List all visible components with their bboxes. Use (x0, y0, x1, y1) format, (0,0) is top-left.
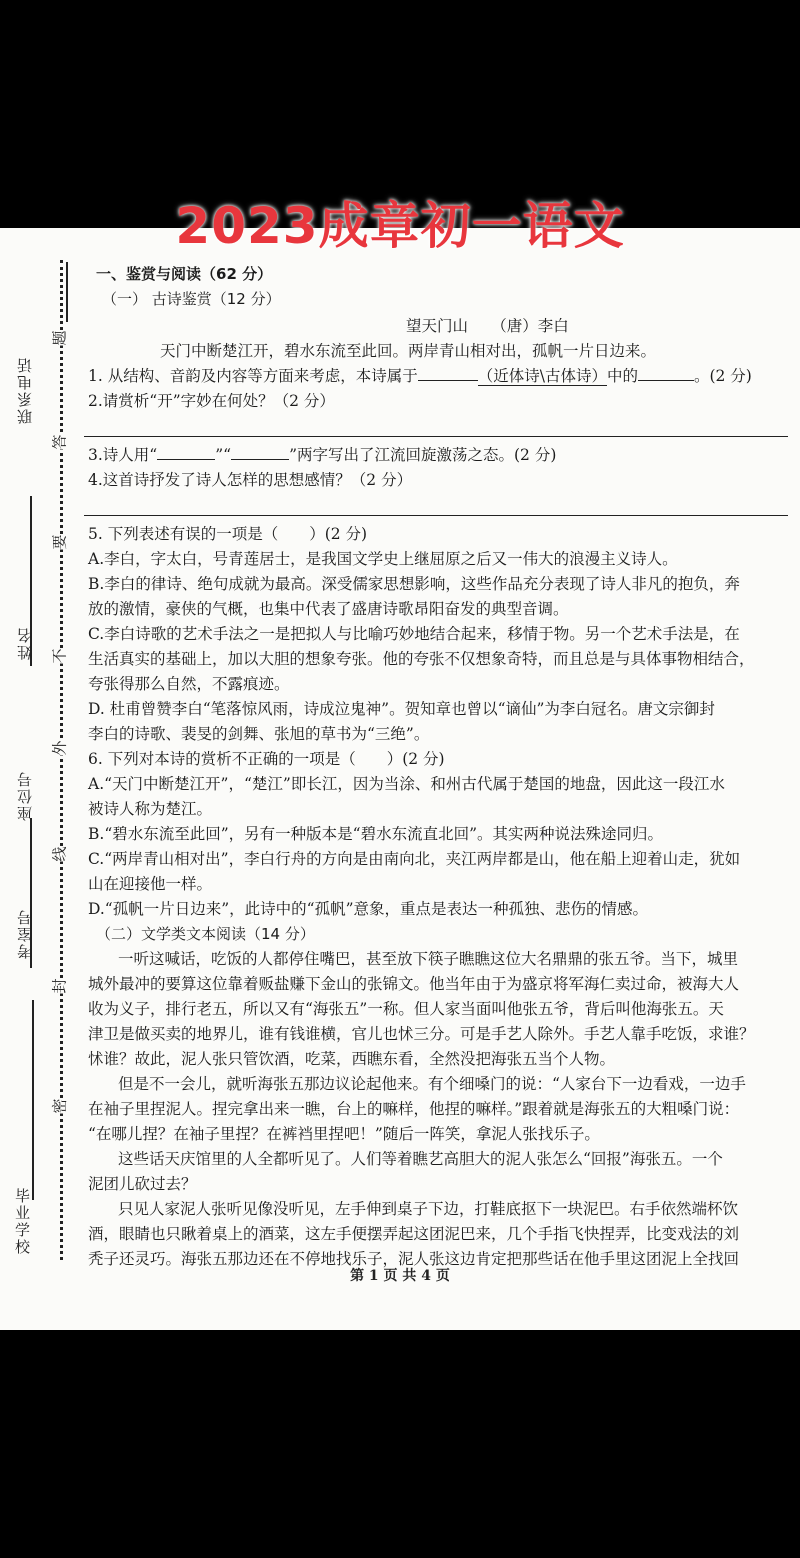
passage-line: 收为义子，排行老五，所以又有“海张五”一称。但人家当面叫他张五爷，背后叫他海张五。天 (88, 1000, 724, 1018)
question-5-stem: 5. 下列表述有误的一项是（ ）(2 分) (88, 525, 368, 543)
question-2: 2.请赏析“开”字妙在何处？（2 分） (88, 392, 335, 410)
q3-mid: ”“ (215, 446, 232, 464)
field-label-name: 姓名 (16, 626, 34, 660)
rule-line (32, 1000, 34, 1200)
q5-option-c-cont: 生活真实的基础上，加以大胆的想象夸张。他的夸张不仅想象奇特，而且总是与具体事物相结合， (88, 650, 755, 668)
seal-char: 要 (50, 534, 69, 550)
q3-prefix: 3.诗人用“ (88, 446, 158, 464)
passage-line: 津卫是做买卖的地界儿，谁有钱谁横，官儿也怵三分。可是手艺人除外。手艺人靠手吃饭，求谁？ (88, 1025, 755, 1043)
passage-line: 在袖子里捏泥人。捏完拿出来一瞧，台上的嘛样，他捏的嘛样。”跟着就是海张五的大粗嗓门说： (88, 1100, 740, 1118)
q1-prefix: 1. 从结构、音韵及内容等方面来考虑，本诗属于 (88, 367, 418, 385)
question-1 (88, 364, 788, 389)
q6-option-c: C.“两岸青山相对出”，李白行舟的方向是由南向北，夹江两岸都是山，他在船上迎着山走，犹如 (88, 850, 741, 868)
q6-option-d: D.“孤帆一片日边来”，此诗中的“孤帆”意象，重点是表达一种孤独、悲伤的情感。 (88, 900, 649, 918)
seal-char: 线 (50, 846, 69, 862)
q3-blank-2[interactable] (231, 443, 289, 460)
seal-char: 密 (50, 1098, 69, 1114)
question-4: 4.这首诗抒发了诗人怎样的思想感情？（2 分） (88, 471, 413, 489)
q1-blank-2[interactable] (638, 364, 694, 381)
q5-option-c-cont: 夸张得那么自然，不露痕迹。 (88, 675, 290, 693)
question-3 (88, 443, 788, 468)
seal-char: 答 (50, 434, 69, 450)
banner-title: 2023成章初一语文 (175, 197, 625, 255)
q5-option-c: C.李白诗歌的艺术手法之一是把拟人与比喻巧妙地结合起来，移情于物。另一个艺术手法是，在 (88, 625, 740, 643)
passage-line: 城外最冲的要算这位靠着贩盐赚下金山的张锦文。他当年由于为盛京将军海仁卖过命，被海大人 (88, 975, 740, 993)
poem-body: 天门中断楚江开，碧水东流至此回。两岸青山相对出，孤帆一片日边来。 (160, 342, 657, 360)
q5-option-b: B.李白的律诗、绝句成就为最高。深受儒家思想影响，这些作品充分表现了诗人非凡的抱负，奔 (88, 575, 740, 593)
passage-line: 秃子还灵巧。海张五那边还在不停地找乐子，泥人张这边肯定把那些话在他手里这团泥上全找回 (88, 1250, 740, 1268)
q3-blank-1[interactable] (157, 443, 215, 460)
q1-blank-1[interactable] (418, 364, 478, 381)
binding-margin (0, 228, 92, 1328)
passage-line: 泥团儿砍过去？ (88, 1175, 197, 1193)
q6-option-a: A.“天门中断楚江开”，“楚江”即长江，因为当涂、和州古代属于楚国的地盘，因此这一段江水 (88, 775, 725, 793)
q6-option-b: B.“碧水东流至此回”，另有一种版本是“碧水东流直北回”。其实两种说法殊途同归。 (88, 825, 664, 843)
passage-line: 一听这喊话，吃饭的人都停住嘴巴，甚至放下筷子瞧瞧这位大名鼎鼎的张五爷。当下，城里 (118, 950, 739, 968)
q6-option-a-cont: 被诗人称为楚江。 (88, 800, 213, 818)
exam-content (88, 262, 788, 1272)
q5-option-b-cont: 放的激情，豪侠的气概，也集中代表了盛唐诗歌昂阳奋发的典型音调。 (88, 600, 569, 618)
page-indicator: 第 1 页 共 4 页 (350, 1268, 450, 1284)
field-label-room: 考室号 (16, 908, 34, 959)
passage-line: 酒，眼睛也只瞅着桌上的酒菜，这左手便摆弄起这团泥巴来，几个手指飞快捏弄，比变戏法的刘 (88, 1225, 740, 1243)
field-label-seat: 座位号 (16, 770, 34, 821)
field-label-phone: 联系电话 (16, 356, 34, 424)
answer-line-q4[interactable] (84, 493, 788, 516)
q5-option-d-cont: 李白的诗歌、裴旻的剑舞、张旭的草书为“三绝”。 (88, 725, 430, 743)
field-label-school: 毕业学校 (13, 1188, 31, 1256)
seal-char: 题 (50, 330, 69, 346)
passage-line: 怵谁？故此，泥人张只管饮酒，吃菜，西瞧东看，全然没把海张五当个人物。 (88, 1050, 616, 1068)
seal-char: 不 (50, 648, 69, 664)
q5-option-a: A.李白，字太白，号青莲居士，是我国文学史上继屈原之后又一伟大的浪漫主义诗人。 (88, 550, 678, 568)
answer-line-q2[interactable] (84, 414, 788, 437)
seal-char: 外 (50, 740, 69, 756)
passage-line: “在哪儿捏？在袖子里捏？在裤裆里捏吧！”随后一阵笑，拿泥人张找乐子。 (88, 1125, 600, 1143)
q3-suffix: ”两字写出了江流回旋激荡之态。(2 分) (289, 446, 557, 464)
part1-heading: （一） 古诗鉴赏（12 分） (102, 290, 281, 308)
q5-option-d: D. 杜甫曾赞李白“笔落惊风雨，诗成泣鬼神”。贺知章也曾以“谪仙”为李白冠名。唐文宗御封 (88, 700, 715, 718)
q6-option-c-cont: 山在迎接他一样。 (88, 875, 213, 893)
seal-char: 封 (50, 978, 69, 994)
q1-suffix: 。(2 分) (693, 367, 752, 385)
part2-heading: （二）文学类文本阅读（14 分） (96, 925, 315, 943)
passage-line: 这些话天庆馆里的人全都听见了。人们等着瞧艺高胆大的泥人张怎么“回报”海张五。一个 (118, 1150, 723, 1168)
passage-line: 但是不一会儿，就听海张五那边议论起他来。有个细嗓门的说：“人家台下一边看戏，一边手 (118, 1075, 746, 1093)
q1-option-hint: （近体诗\古体诗） (477, 367, 607, 385)
section-heading: 一、鉴赏与阅读（62 分） (96, 265, 273, 283)
rule-line (66, 262, 68, 322)
q1-mid: 中的 (606, 367, 638, 385)
passage-line: 只见人家泥人张听见像没听见，左手伸到桌子下边，打鞋底抠下一块泥巴。右手依然端杯饮 (118, 1200, 739, 1218)
question-6-stem: 6. 下列对本诗的赏析不正确的一项是（ ）(2 分) (88, 750, 445, 768)
poem-title: 望天门山 （唐）李白 (406, 317, 569, 335)
